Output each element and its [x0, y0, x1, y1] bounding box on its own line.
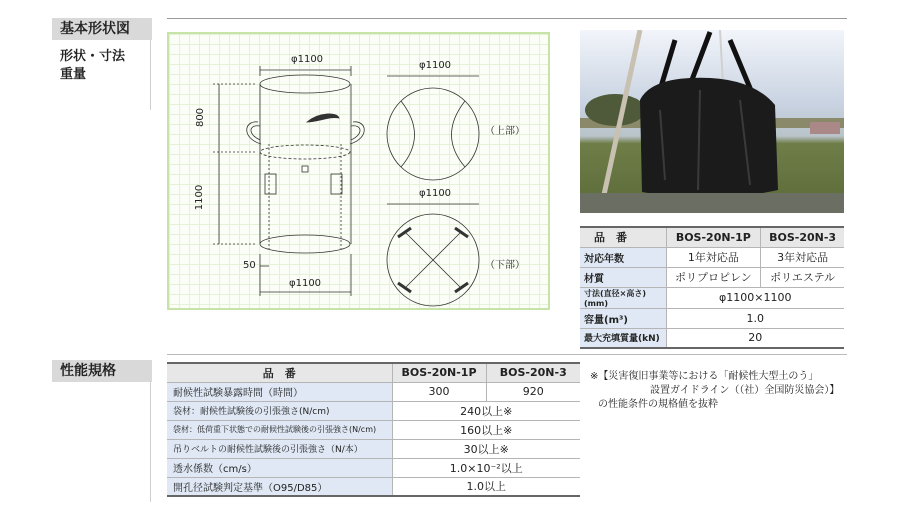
- perf-row: [167, 401, 580, 420]
- spec-row-label: 最大充填質量(kN): [580, 328, 666, 348]
- perf-row: [167, 439, 580, 458]
- perf-row-label: 耐候性試験暴露時間（時間）: [167, 382, 392, 401]
- perf-row-value: 300: [392, 382, 486, 401]
- spec-row: [580, 267, 844, 287]
- spec-row: [580, 287, 844, 308]
- sub-label-shape-dimensions: 形状・寸法: [60, 49, 126, 64]
- perf-row-label: 透水係数（cm/s）: [167, 458, 392, 477]
- spec-header-col1: BOS-20N-1P: [666, 227, 761, 247]
- perf-row: [167, 477, 580, 496]
- spec-row-value: 3年対応品: [761, 247, 844, 267]
- spec-row-value: ポリエステル: [761, 267, 844, 287]
- spec-row-value: 1.0: [666, 308, 844, 328]
- spec-row-label: 容量(m³): [580, 308, 666, 328]
- bag-photo-illustration: [580, 30, 844, 213]
- perf-row-value: 160以上※: [392, 420, 580, 439]
- perf-row-value: 1.0以上: [392, 477, 580, 496]
- footnote-line-3: の性能条件の規格値を抜粋: [598, 399, 718, 410]
- perf-header-col2: BOS-20N-3: [486, 363, 580, 382]
- divider-vertical-bottom: [150, 382, 151, 502]
- perf-row-label: 袋材：低荷重下状態での耐候性試験後の引張強さ(N/cm): [167, 420, 392, 439]
- spec-row: [580, 308, 844, 328]
- perf-row-label: 開孔径試験判定基準（O95/D85）: [167, 477, 392, 496]
- perf-row-label: 吊りベルトの耐候性試験後の引張強さ（N/本）: [167, 439, 392, 458]
- circle-top-dim: φ1100: [419, 60, 452, 71]
- spec-row-label: 対応年数: [580, 247, 666, 267]
- spec-header-label: 品 番: [580, 227, 666, 247]
- dim-height-lower: 1100: [194, 184, 206, 211]
- spec-row: [580, 328, 844, 348]
- circle-top-label: （上部）: [485, 126, 525, 137]
- spec-row: [580, 247, 844, 267]
- divider-top: [167, 18, 847, 19]
- spec-row-label: 寸法(直径×高さ)(mm): [580, 287, 666, 308]
- spec-table: [580, 226, 844, 349]
- dim-height-upper: 800: [195, 107, 207, 128]
- footnote-line-1: ※【災害復旧事業等における「耐候性大型土のう」: [590, 371, 819, 382]
- spec-row-value: ポリプロピレン: [666, 267, 761, 287]
- spec-row-label: 材質: [580, 267, 666, 287]
- section-title-performance: 性能規格: [52, 360, 152, 382]
- perf-row: [167, 420, 580, 439]
- perf-row-value: 1.0×10⁻²以上: [392, 458, 580, 477]
- divider-vertical-top: [150, 40, 151, 110]
- spec-row-value: φ1100×1100: [666, 287, 844, 308]
- dim-top-width: φ1100: [291, 54, 324, 65]
- perf-header-label: 品 番: [167, 363, 392, 382]
- shape-diagram: [167, 32, 550, 310]
- divider-middle: [167, 354, 847, 355]
- spec-table-header: [580, 227, 844, 247]
- performance-table: [167, 362, 580, 497]
- spec-header-col2: BOS-20N-3: [761, 227, 844, 247]
- product-photo: [580, 30, 844, 213]
- perf-row-label: 袋材：耐候性試験後の引張強さ(N/cm): [167, 401, 392, 420]
- perf-table-header: [167, 363, 580, 382]
- spec-row-value: 20: [666, 328, 844, 348]
- sub-label-weight: 重量: [60, 67, 87, 82]
- perf-header-col1: BOS-20N-1P: [392, 363, 486, 382]
- perf-row-value: 920: [486, 382, 580, 401]
- dim-offset: 50: [243, 260, 256, 271]
- section-title-basic-shape: 基本形状図: [52, 18, 152, 40]
- perf-row-value: 30以上※: [392, 439, 580, 458]
- dim-bottom-width: φ1100: [289, 278, 322, 289]
- circle-bottom-dim: φ1100: [419, 188, 452, 199]
- footnote-line-2: 設置ガイドライン（（社）全国防災協会）】: [650, 385, 840, 396]
- circle-bottom-label: （下部）: [485, 260, 525, 271]
- perf-row: [167, 458, 580, 477]
- spec-row-value: 1年対応品: [666, 247, 761, 267]
- perf-row: [167, 382, 580, 401]
- perf-row-value: 240以上※: [392, 401, 580, 420]
